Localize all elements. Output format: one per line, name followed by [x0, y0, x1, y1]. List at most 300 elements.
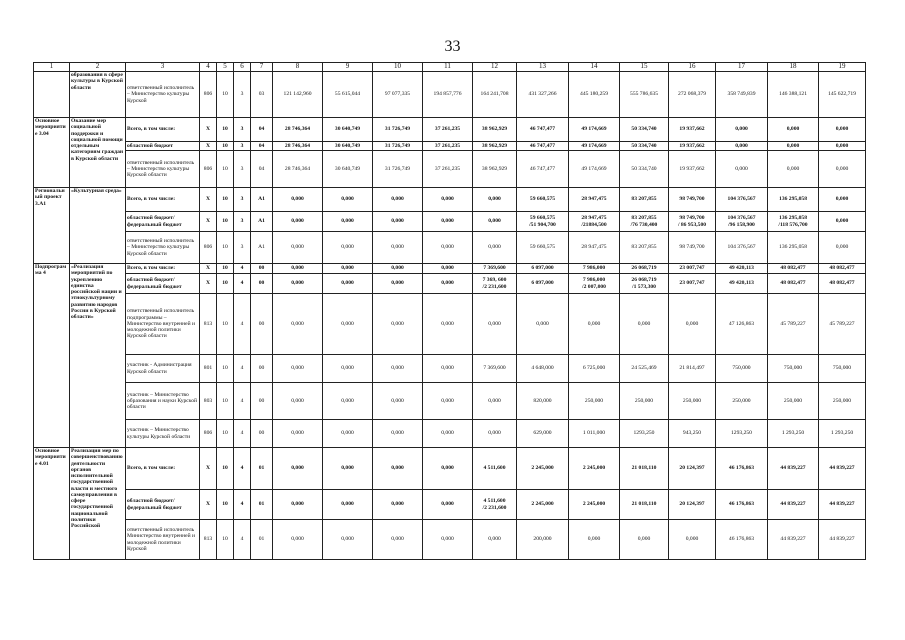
- cell-amount: 48 082,477: [768, 274, 819, 294]
- cell-budget-code: 3: [234, 118, 251, 142]
- cell-funding-source: участник – Министерство культуры Курской области: [126, 420, 200, 448]
- cell-amount: 59 660,575: [517, 232, 569, 264]
- cell-amount: 7 986,000 /2 007,000: [569, 274, 620, 294]
- cell-amount: 0,000: [373, 520, 423, 560]
- cell-amount: 4 511,600: [473, 448, 517, 490]
- cell-amount: 31 726,749: [373, 142, 423, 151]
- table-row: [34, 355, 866, 383]
- table-row: [34, 212, 866, 232]
- cell-amount: 820,000: [517, 383, 569, 420]
- cell-budget-code: X: [200, 264, 217, 274]
- cell-amount: 26 068,719: [620, 264, 669, 274]
- cell-budget-code: X: [200, 448, 217, 490]
- cell-amount: 1293,250: [620, 420, 669, 448]
- cell-amount: 0,000: [423, 490, 473, 520]
- cell-amount: 0,000: [323, 520, 373, 560]
- cell-amount: 19 937,662: [669, 142, 716, 151]
- cell-amount: 0,000: [473, 212, 517, 232]
- cell-budget-code: 806: [200, 72, 217, 118]
- header-cell: 17: [716, 63, 768, 72]
- cell-amount: 83 207,855 /76 730,400: [620, 212, 669, 232]
- cell-amount: 250,000: [768, 383, 819, 420]
- cell-funding-source: Всего, в том числе:: [126, 264, 200, 274]
- cell-amount: 28 947,475 /21884,500: [569, 212, 620, 232]
- cell-amount: 44 839,227: [768, 448, 819, 490]
- cell-amount: 0,000: [473, 188, 517, 212]
- header-cell: 1: [34, 63, 70, 72]
- cell-amount: 83 207,855: [620, 232, 669, 264]
- header-cell: 19: [819, 63, 866, 72]
- cell-program-status: Региональный проект 3.А1: [34, 188, 70, 264]
- cell-amount: 30 640,749: [323, 118, 373, 142]
- cell-amount: 19 937,662: [669, 118, 716, 142]
- cell-amount: 0,000: [716, 142, 768, 151]
- cell-amount: 200,000: [517, 520, 569, 560]
- cell-amount: 0,000: [323, 274, 373, 294]
- cell-amount: 0,000: [323, 232, 373, 264]
- cell-amount: 358 749,839: [716, 72, 768, 118]
- cell-funding-source: участник - Администрация Курской области: [126, 355, 200, 383]
- cell-budget-code: 10: [217, 232, 234, 264]
- cell-amount: 0,000: [768, 142, 819, 151]
- cell-amount: 0,000: [620, 520, 669, 560]
- cell-amount: 121 142,960: [273, 72, 323, 118]
- cell-amount: 0,000: [819, 142, 866, 151]
- cell-program-status: Подпрограмма 4: [34, 264, 70, 448]
- cell-amount: 0,000: [423, 355, 473, 383]
- cell-budget-code: 813: [200, 520, 217, 560]
- table-row: [34, 142, 866, 151]
- cell-amount: 98 749,700: [669, 188, 716, 212]
- cell-amount: 0,000: [323, 355, 373, 383]
- cell-budget-code: 3: [234, 232, 251, 264]
- cell-budget-code: 806: [200, 232, 217, 264]
- cell-amount: 0,000: [373, 212, 423, 232]
- cell-program-name: образования в сфере культуры в Курской области: [70, 72, 126, 118]
- cell-amount: 555 786,635: [620, 72, 669, 118]
- cell-budget-code: 10: [217, 212, 234, 232]
- cell-program-name: «Культурная среда»: [70, 188, 126, 264]
- cell-amount: 250,000: [669, 383, 716, 420]
- cell-amount: 7 986,000: [569, 264, 620, 274]
- cell-budget-code: 10: [217, 448, 234, 490]
- cell-amount: 104 376,567: [716, 188, 768, 212]
- cell-amount: 44 839,227: [768, 520, 819, 560]
- cell-amount: 0,000: [373, 274, 423, 294]
- cell-amount: 0,000: [373, 355, 423, 383]
- cell-funding-source: ответственный исполнитель Министерство внутренней и молодежной политики Курской: [126, 520, 200, 560]
- cell-budget-code: 03: [251, 72, 273, 118]
- cell-budget-code: 01: [251, 448, 273, 490]
- header-cell: 6: [234, 63, 251, 72]
- cell-amount: 943,250: [669, 420, 716, 448]
- cell-amount: 97 077,335: [373, 72, 423, 118]
- cell-amount: 0,000: [323, 188, 373, 212]
- cell-amount: 0,000: [473, 520, 517, 560]
- cell-amount: 1293,250: [716, 420, 768, 448]
- cell-amount: 0,000: [273, 188, 323, 212]
- cell-amount: 0,000: [423, 294, 473, 355]
- header-cell: 18: [768, 63, 819, 72]
- table-row: [34, 383, 866, 420]
- cell-amount: 104 376,567: [716, 232, 768, 264]
- cell-amount: 0,000: [273, 294, 323, 355]
- cell-amount: 0,000: [323, 264, 373, 274]
- cell-amount: 0,000: [273, 274, 323, 294]
- cell-budget-code: 10: [217, 264, 234, 274]
- cell-amount: 0,000: [423, 520, 473, 560]
- cell-funding-source: ответственный исполнитель – Министерство культуры Курской области: [126, 232, 200, 264]
- cell-amount: 0,000: [569, 294, 620, 355]
- cell-amount: 44 839,227: [819, 448, 866, 490]
- cell-amount: 0,000: [323, 448, 373, 490]
- cell-amount: 104 376,567 /96 158,900: [716, 212, 768, 232]
- cell-budget-code: 4: [234, 520, 251, 560]
- cell-amount: 98 749,700 / 86 953,500: [669, 212, 716, 232]
- cell-amount: 0,000: [669, 520, 716, 560]
- table-row: [34, 188, 866, 212]
- header-cell: 7: [251, 63, 273, 72]
- cell-funding-source: Всего, в том числе:: [126, 118, 200, 142]
- cell-amount: 83 207,855: [620, 188, 669, 212]
- cell-amount: 250,000: [569, 383, 620, 420]
- cell-budget-code: 10: [217, 355, 234, 383]
- cell-budget-code: 10: [217, 188, 234, 212]
- cell-amount: 98 749,700: [669, 232, 716, 264]
- cell-amount: 46 747,477: [517, 118, 569, 142]
- cell-amount: 44 839,227: [768, 490, 819, 520]
- header-cell: 10: [373, 63, 423, 72]
- cell-budget-code: 00: [251, 383, 273, 420]
- cell-amount: 28 746,364: [273, 118, 323, 142]
- cell-amount: 0,000: [473, 232, 517, 264]
- cell-budget-code: X: [200, 118, 217, 142]
- cell-amount: 28 947,475: [569, 232, 620, 264]
- cell-budget-code: 10: [217, 72, 234, 118]
- cell-amount: 0,000: [273, 264, 323, 274]
- table-row: [34, 294, 866, 355]
- cell-amount: 37 261,235: [423, 142, 473, 151]
- cell-amount: 0,000: [768, 118, 819, 142]
- cell-budget-code: 10: [217, 490, 234, 520]
- cell-amount: 4 648,000: [517, 355, 569, 383]
- cell-budget-code: A1: [251, 188, 273, 212]
- page-bottom-edge: [0, 628, 905, 640]
- cell-amount: 0,000: [819, 151, 866, 188]
- header-cell: 4: [200, 63, 217, 72]
- cell-amount: 1 011,000: [569, 420, 620, 448]
- cell-budget-code: 00: [251, 264, 273, 274]
- cell-budget-code: 04: [251, 118, 273, 142]
- cell-amount: 0,000: [716, 151, 768, 188]
- cell-amount: 44 839,227: [819, 520, 866, 560]
- cell-amount: 4 511,600 /2 231,600: [473, 490, 517, 520]
- cell-amount: 6 725,000: [569, 355, 620, 383]
- cell-program-status: Основное мероприятие 3.04: [34, 118, 70, 188]
- cell-amount: 30 640,749: [323, 142, 373, 151]
- cell-amount: 136 295,058: [768, 232, 819, 264]
- cell-amount: 46 176,863: [716, 520, 768, 560]
- cell-budget-code: 801: [200, 355, 217, 383]
- cell-amount: 0,000: [716, 118, 768, 142]
- cell-funding-source: областной бюджет/ федеральный бюджет: [126, 274, 200, 294]
- table-row: [34, 274, 866, 294]
- cell-amount: 431 327,266: [517, 72, 569, 118]
- header-cell: 3: [126, 63, 200, 72]
- cell-amount: 0,000: [373, 490, 423, 520]
- cell-amount: 1 293,250: [819, 420, 866, 448]
- header-cell: 11: [423, 63, 473, 72]
- cell-amount: 0,000: [373, 188, 423, 212]
- cell-amount: 750,000: [819, 355, 866, 383]
- cell-budget-code: 10: [217, 294, 234, 355]
- cell-amount: 47 126,863: [716, 294, 768, 355]
- cell-amount: 136 295,058 /118 576,700: [768, 212, 819, 232]
- cell-funding-source: Всего, в том числе:: [126, 188, 200, 212]
- cell-budget-code: 3: [234, 142, 251, 151]
- cell-budget-code: X: [200, 188, 217, 212]
- cell-budget-code: A1: [251, 232, 273, 264]
- cell-amount: 49 174,669: [569, 118, 620, 142]
- cell-budget-code: X: [200, 490, 217, 520]
- cell-amount: 7 369,600: [473, 355, 517, 383]
- cell-funding-source: Всего, в том числе:: [126, 448, 200, 490]
- cell-amount: 7 369,600: [473, 264, 517, 274]
- cell-amount: 0,000: [323, 294, 373, 355]
- cell-budget-code: 00: [251, 294, 273, 355]
- cell-amount: 0,000: [423, 274, 473, 294]
- cell-amount: 0,000: [423, 420, 473, 448]
- cell-budget-code: 04: [251, 151, 273, 188]
- table-row: [34, 232, 866, 264]
- table-row: [34, 264, 866, 274]
- cell-amount: 146 388,121: [768, 72, 819, 118]
- cell-amount: 7 369, 600 /2 231,600: [473, 274, 517, 294]
- cell-amount: 2 245,000: [517, 448, 569, 490]
- budget-table: [33, 62, 866, 560]
- cell-program-status: Основное мероприятие 4.01: [34, 448, 70, 560]
- cell-amount: 250,000: [819, 383, 866, 420]
- cell-amount: 0,000: [819, 118, 866, 142]
- cell-amount: 48 082,477: [768, 264, 819, 274]
- cell-amount: 629,000: [517, 420, 569, 448]
- cell-amount: 21 018,110: [620, 490, 669, 520]
- cell-amount: 0,000: [819, 212, 866, 232]
- cell-amount: 0,000: [273, 232, 323, 264]
- cell-amount: 0,000: [323, 490, 373, 520]
- cell-amount: 28 746,364: [273, 142, 323, 151]
- header-cell: 14: [569, 63, 620, 72]
- cell-amount: 30 640,749: [323, 151, 373, 188]
- cell-budget-code: 10: [217, 151, 234, 188]
- cell-amount: 31 726,749: [373, 118, 423, 142]
- cell-amount: 0,000: [620, 294, 669, 355]
- header-cell: 5: [217, 63, 234, 72]
- cell-budget-code: 4: [234, 274, 251, 294]
- cell-amount: 0,000: [273, 420, 323, 448]
- cell-amount: 49 420,113: [716, 264, 768, 274]
- table-row: [34, 151, 866, 188]
- cell-amount: 0,000: [373, 232, 423, 264]
- header-cell: 15: [620, 63, 669, 72]
- cell-amount: 250,000: [620, 383, 669, 420]
- cell-budget-code: 10: [217, 520, 234, 560]
- cell-amount: 0,000: [373, 264, 423, 274]
- cell-amount: 1 293,250: [768, 420, 819, 448]
- cell-funding-source: участник – Министерство образования и науки Курской области: [126, 383, 200, 420]
- cell-funding-source: ответственный исполнитель – Министерство культуры Курской: [126, 72, 200, 118]
- table-row: [34, 420, 866, 448]
- header-cell: 2: [70, 63, 126, 72]
- cell-budget-code: A1: [251, 212, 273, 232]
- cell-amount: 49 174,669: [569, 151, 620, 188]
- cell-amount: 46 176,863: [716, 490, 768, 520]
- cell-amount: 0,000: [819, 188, 866, 212]
- cell-amount: 23 007,747: [669, 274, 716, 294]
- cell-amount: 250,000: [716, 383, 768, 420]
- cell-budget-code: 04: [251, 142, 273, 151]
- cell-budget-code: 10: [217, 142, 234, 151]
- cell-amount: 48 082,477: [819, 274, 866, 294]
- cell-budget-code: 10: [217, 420, 234, 448]
- cell-amount: 445 180,259: [569, 72, 620, 118]
- cell-program-status: [34, 72, 70, 118]
- cell-budget-code: 10: [217, 274, 234, 294]
- cell-amount: 59 660,575: [517, 188, 569, 212]
- cell-amount: 55 615,044: [323, 72, 373, 118]
- cell-amount: 0,000: [323, 212, 373, 232]
- cell-budget-code: 4: [234, 355, 251, 383]
- cell-amount: 0,000: [373, 294, 423, 355]
- cell-amount: 38 962,929: [473, 151, 517, 188]
- table-row: [34, 490, 866, 520]
- header-row: [34, 63, 866, 72]
- cell-budget-code: 00: [251, 274, 273, 294]
- cell-amount: 24 525,469: [620, 355, 669, 383]
- cell-amount: 0,000: [373, 383, 423, 420]
- cell-amount: 26 068,719 /1 573,300: [620, 274, 669, 294]
- cell-amount: 0,000: [273, 355, 323, 383]
- cell-amount: 2 245,000: [517, 490, 569, 520]
- cell-amount: 48 082,477: [819, 264, 866, 274]
- cell-amount: 50 334,740: [620, 142, 669, 151]
- cell-amount: 28 947,475: [569, 188, 620, 212]
- cell-funding-source: ответственный исполнитель подпрограммы – Министерство внутренней и молодежной политики Курской области: [126, 294, 200, 355]
- cell-amount: 0,000: [273, 490, 323, 520]
- cell-budget-code: 3: [234, 72, 251, 118]
- cell-amount: 19 937,662: [669, 151, 716, 188]
- cell-program-name: Реализация мер по совершенствованию деятельности органов исполнительной государственной власти и местного самоуправления в сфере государственной национальной политики Российской: [70, 448, 126, 560]
- cell-amount: 20 124,397: [669, 448, 716, 490]
- cell-amount: 49 420,113: [716, 274, 768, 294]
- cell-amount: 50 334,740: [620, 118, 669, 142]
- cell-amount: 0,000: [273, 383, 323, 420]
- cell-amount: 0,000: [423, 212, 473, 232]
- cell-amount: 0,000: [323, 383, 373, 420]
- header-cell: 13: [517, 63, 569, 72]
- cell-amount: 0,000: [423, 448, 473, 490]
- cell-amount: 6 097,000: [517, 264, 569, 274]
- cell-budget-code: 01: [251, 520, 273, 560]
- cell-amount: 0,000: [517, 294, 569, 355]
- header-cell: 8: [273, 63, 323, 72]
- cell-amount: 28 746,364: [273, 151, 323, 188]
- cell-budget-code: X: [200, 274, 217, 294]
- cell-amount: 38 962,929: [473, 118, 517, 142]
- cell-amount: 0,000: [473, 420, 517, 448]
- cell-funding-source: областной бюджет/ федеральный бюджет: [126, 212, 200, 232]
- cell-amount: 145 622,719: [819, 72, 866, 118]
- cell-budget-code: 803: [200, 383, 217, 420]
- cell-budget-code: X: [200, 142, 217, 151]
- cell-funding-source: ответственный исполнитель – Министерство культуры Курской области: [126, 151, 200, 188]
- cell-amount: 38 962,929: [473, 142, 517, 151]
- cell-budget-code: 806: [200, 420, 217, 448]
- cell-amount: 44 839,227: [819, 490, 866, 520]
- cell-budget-code: 01: [251, 490, 273, 520]
- header-cell: 16: [669, 63, 716, 72]
- cell-amount: 49 174,669: [569, 142, 620, 151]
- cell-amount: 136 295,058: [768, 188, 819, 212]
- cell-amount: 31 726,749: [373, 151, 423, 188]
- cell-amount: 37 261,235: [423, 118, 473, 142]
- cell-amount: 0,000: [373, 448, 423, 490]
- cell-amount: 23 007,747: [669, 264, 716, 274]
- cell-amount: 46 747,477: [517, 142, 569, 151]
- cell-budget-code: 00: [251, 420, 273, 448]
- cell-funding-source: областной бюджет/ федеральный бюджет: [126, 490, 200, 520]
- cell-budget-code: 4: [234, 490, 251, 520]
- cell-amount: 0,000: [273, 520, 323, 560]
- cell-budget-code: 3: [234, 151, 251, 188]
- cell-amount: 194 857,776: [423, 72, 473, 118]
- table-row: [34, 448, 866, 490]
- cell-amount: 45 789,227: [768, 294, 819, 355]
- cell-amount: 750,000: [716, 355, 768, 383]
- cell-amount: 272 068,379: [669, 72, 716, 118]
- table-row: [34, 520, 866, 560]
- cell-amount: 0,000: [273, 212, 323, 232]
- cell-amount: 50 334,740: [620, 151, 669, 188]
- page-number: 33: [444, 38, 461, 55]
- cell-amount: 0,000: [473, 294, 517, 355]
- header-cell: 12: [473, 63, 517, 72]
- cell-funding-source: областной бюджет: [126, 142, 200, 151]
- cell-amount: 2 245,000: [569, 448, 620, 490]
- cell-amount: 46 747,477: [517, 151, 569, 188]
- cell-amount: 0,000: [819, 232, 866, 264]
- cell-amount: 164 241,708: [473, 72, 517, 118]
- cell-amount: 0,000: [423, 232, 473, 264]
- cell-amount: 0,000: [323, 420, 373, 448]
- cell-amount: 46 176,863: [716, 448, 768, 490]
- cell-amount: 0,000: [373, 420, 423, 448]
- cell-budget-code: 806: [200, 151, 217, 188]
- cell-amount: 0,000: [273, 448, 323, 490]
- cell-amount: 21 018,110: [620, 448, 669, 490]
- cell-budget-code: 4: [234, 383, 251, 420]
- cell-budget-code: 813: [200, 294, 217, 355]
- header-cell: 9: [323, 63, 373, 72]
- cell-amount: 0,000: [423, 264, 473, 274]
- cell-program-name: Оказание мер социальной поддержки и социальной помощи отдельным категориям граждан в Курской области: [70, 118, 126, 188]
- cell-budget-code: 4: [234, 448, 251, 490]
- cell-budget-code: 00: [251, 355, 273, 383]
- cell-program-name: «Реализация мероприятий по укреплению единства российской нации и этнокультурному развитию народов России в Курской области»: [70, 264, 126, 448]
- cell-amount: 0,000: [669, 294, 716, 355]
- cell-amount: 0,000: [473, 383, 517, 420]
- table-row: [34, 72, 866, 118]
